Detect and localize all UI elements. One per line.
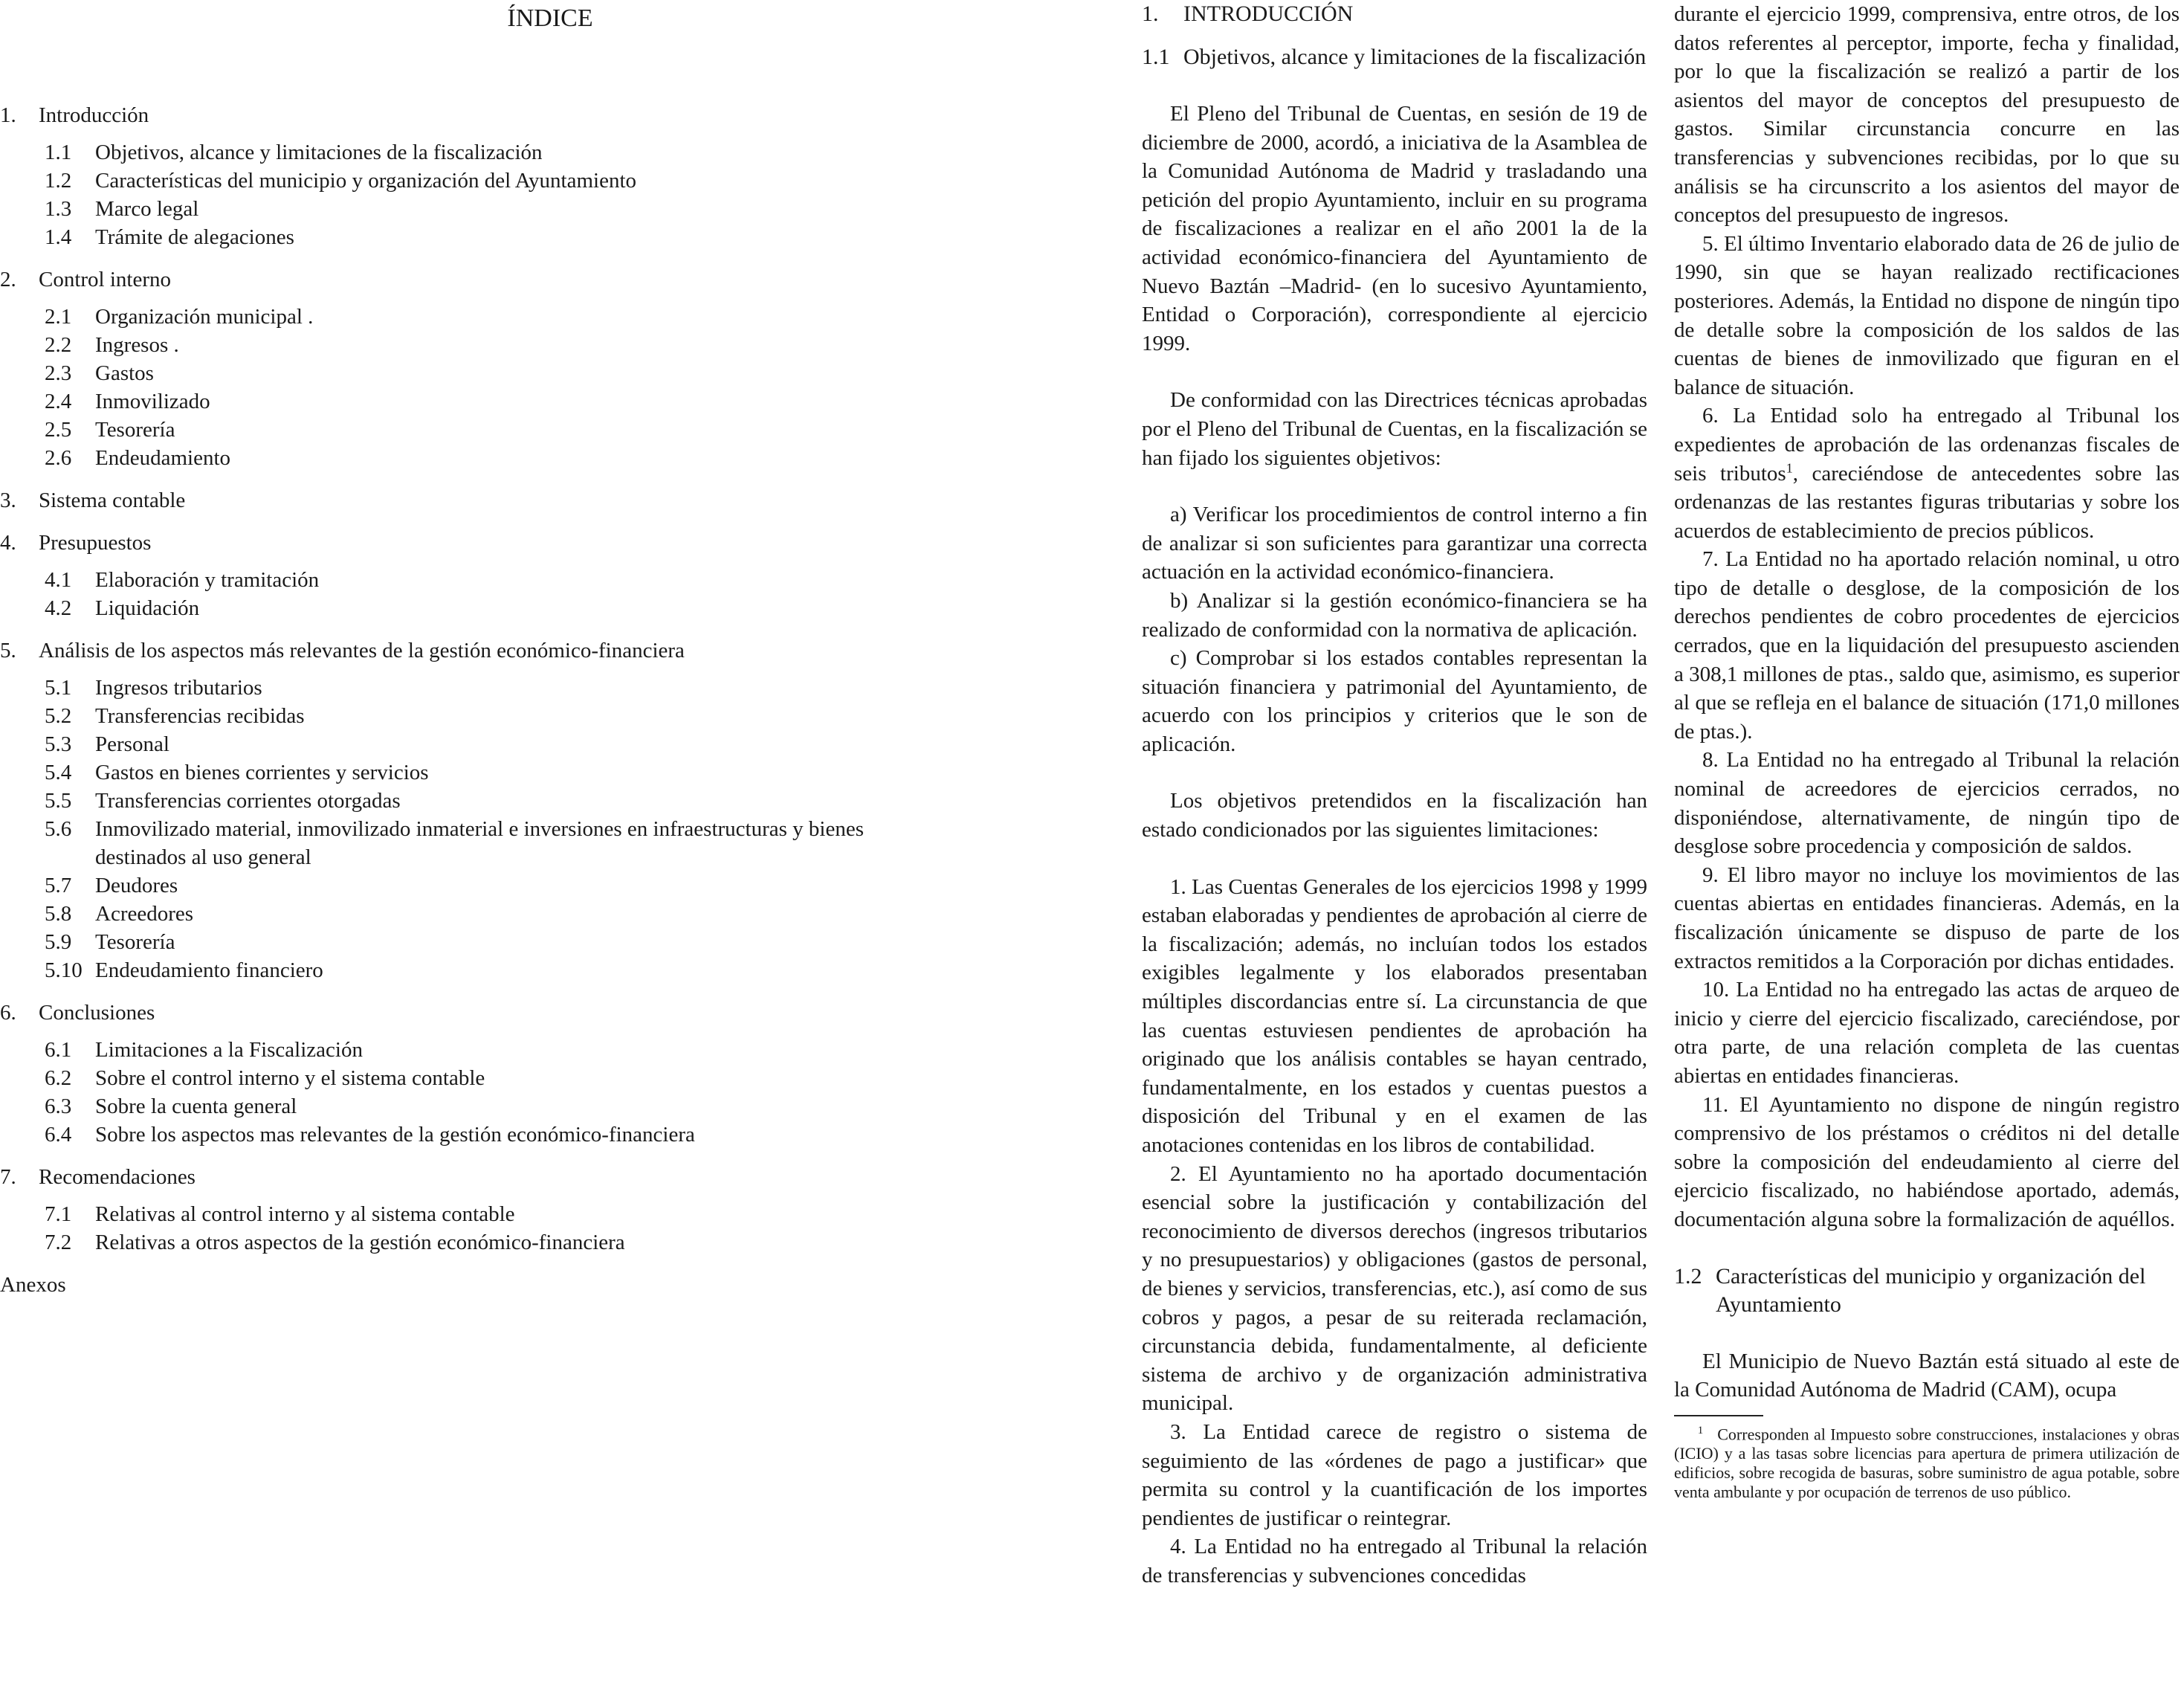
index-entry-text: Marco legal xyxy=(95,197,199,221)
index-entry-number: 4.1 xyxy=(45,568,72,592)
footnote-text: Corresponden al Impuesto sobre construcciones, instalaciones y obras (ICIO) y a las tasas sobre licencias para apertura de primera utilización de edificios, sobre recogida de basuras, sobre suministro de agua potable, sobre venta ambulante y por ocupación de terrenos de uso público. xyxy=(1674,1425,2180,1502)
section-heading-1 xyxy=(1142,0,1647,28)
index-entry-text: Presupuestos xyxy=(39,531,152,555)
index-subsection-entry xyxy=(45,787,401,815)
index-subsection-entry xyxy=(45,702,305,730)
index-entry-number: 5.9 xyxy=(45,930,72,954)
index-subsection-entry xyxy=(45,138,543,167)
footnote-reference: 1 xyxy=(1786,460,1793,475)
index-entry-number: 5.10 xyxy=(45,958,83,982)
limitation-6-text-cont: , careciéndose de antecedentes sobre las ordenanzas de las restantes figuras tributarias y sobre los acuerdos de establecimiento de precios públicos. xyxy=(1674,461,2180,543)
index-subsection-entry xyxy=(45,167,636,195)
objective-b: b) Analizar si la gestión económico-financiera se ha realizado de conformidad con la normativa de aplicación. xyxy=(1142,588,1647,642)
index-entry-text: Organización municipal . xyxy=(95,305,314,329)
limitation-6-text: 6. La Entidad solo ha entregado al Tribunal los expedientes de aprobación de las ordenanzas fiscales de seis tributos xyxy=(1674,404,2180,486)
index-chapter-entry xyxy=(0,1163,196,1191)
subsection-number: 1.2 xyxy=(1674,1263,1702,1289)
index-entry-text: Conclusiones xyxy=(39,1001,155,1025)
index-subsection-entry xyxy=(45,900,193,928)
limitation-7: 7. La Entidad no ha aportado relación nominal, u otro tipo de detalle o desglose, de la composición de los derechos pendientes de cobro procedentes de ejercicios cerrados, que en la liquidación del presupuesto ascienden a 308,1 millones de ptas., saldo que, asimismo, es superior al que se refleja en el balance de situación (171,0 millones de ptas.). xyxy=(1674,547,2180,744)
limitation-4: 4. La Entidad no ha entregado al Tribunal la relación de transferencias y subvenciones concedidas xyxy=(1142,1535,1647,1587)
index-entry-number: 4.2 xyxy=(45,596,72,620)
index-subsection-entry xyxy=(45,815,959,871)
index-entry-number: 5.2 xyxy=(45,704,72,728)
index-entry-number: 7.1 xyxy=(45,1202,72,1226)
index-entry-number: 5.4 xyxy=(45,761,72,784)
index-entry-number: 6.4 xyxy=(45,1123,72,1147)
paragraph: El Pleno del Tribunal de Cuentas, en sesión de 19 de diciembre de 2000, acordó, a iniciativa de la Asamblea de la Comunidad Autónoma de Madrid y trasladando una petición del propio Ayuntamiento, incluir en su programa de fiscalizaciones a realizar en el año 2001 la de la actividad económico-financiera del Ayuntamiento de Nuevo Baztán –Madrid- (en lo sucesivo Ayuntamiento, Entidad o Corporación), correspondiente al ejercicio 1999. xyxy=(1142,102,1647,355)
objective-c: c) Comprobar si los estados contables representan la situación financiera y patrimonial del Ayuntamiento, de acuerdo con los principios y criterios que le son de aplicación. xyxy=(1142,646,1647,756)
index-entry-number: 2.4 xyxy=(45,390,72,413)
index-subsection-entry xyxy=(45,674,262,702)
index-subsection-entry xyxy=(45,1092,297,1121)
limitation-10: 10. La Entidad no ha entregado las actas de arqueo de inicio y cierre del ejercicio fiscalizado, careciéndose, por otra parte, de una relación completa de las cuentas abiertas en entidades financieras. xyxy=(1674,978,2180,1088)
index-entry-text: Relativas a otros aspectos de la gestión económico-financiera xyxy=(95,1231,625,1254)
limitation-3: 3. La Entidad carece de registro o sistema de seguimiento de las «órdenes de pago a justificar» que permita su control y la cuantificación de los importes pendientes de justificar o reintegrar. xyxy=(1142,1419,1647,1530)
index-subsection-entry xyxy=(45,387,210,416)
paragraph: De conformidad con las Directrices técnicas aprobadas por el Pleno del Tribunal de Cuentas, en la fiscalización se han fijado los siguientes objetivos: xyxy=(1142,388,1647,470)
limitation-2: 2. El Ayuntamiento no ha aportado documentación esencial sobre la justificación y contabilización del reconocimiento de diversos derechos (ingresos tributarios y no presupuestarios) y obligaciones (gastos de personal, de bienes y servicios, transferencias, etc.), así como de sus cobros y pagos, a pesar de su reiterada reclamación, circunstancia debida, fundamentalmente, al deficiente sistema de archivo y de organización administrativa municipal. xyxy=(1142,1161,1647,1416)
index-entry-number: 1.1 xyxy=(45,141,72,164)
section-title: INTRODUCCIÓN xyxy=(1183,1,1354,26)
paragraph: Los objetivos pretendidos en la fiscalización han estado condicionados por las siguientes limitaciones: xyxy=(1142,789,1647,842)
text-column-right xyxy=(1674,0,2180,1502)
limitation-8: 8. La Entidad no ha entregado al Tribunal la relación nominal de acreedores de ejercicios cerrados, no disponiéndose, alternativamente, de ningún tipo de desglose sobre procedencia y composición de saldos. xyxy=(1674,748,2180,859)
limitation-6 xyxy=(1674,402,2180,545)
limitation-9: 9. El libro mayor no incluye los movimientos de las cuentas abiertas en entidades financieras. Además, en la fiscalización únicamente se dispuso de parte de los extractos remitidos a la Corporación por dichas entidades. xyxy=(1674,862,2180,973)
index-entry-number: 1.2 xyxy=(45,169,72,193)
index-entry-number: 2.5 xyxy=(45,418,72,442)
index-chapter-entry xyxy=(0,999,155,1027)
index-entry-text: Transferencias corrientes otorgadas xyxy=(95,789,401,813)
subsection-heading-1-2 xyxy=(1674,1263,2180,1319)
index-entry-number: 4. xyxy=(0,531,16,555)
index-entry-text: Características del municipio y organización del Ayuntamiento xyxy=(95,169,637,193)
index-entry-text: Inmovilizado material, inmovilizado inmaterial e inversiones en infraestructuras y bienes destinados al uso general xyxy=(95,817,864,869)
index-entry-text: Transferencias recibidas xyxy=(95,704,305,728)
index-entry-text: Ingresos tributarios xyxy=(95,676,262,700)
index-subsection-entry xyxy=(45,195,198,223)
index-entry-number: 5.1 xyxy=(45,676,72,700)
limitation-1: 1. Las Cuentas Generales de los ejercicios 1998 y 1999 estaban elaboradas y pendientes de aprobación al cierre de la fiscalización; además, no incluían todos los estados exigibles legalmente y los elaborados presentaban múltiples discordancias entre sí. La circunstancia de que las cuentas estuviesen pendientes de aprobación ha originado que los análisis contables se hayan centrado, fundamentalmente, en los estados y cuentas puestos a disposición del Tribunal y en el examen de las anotaciones contenidas en los libros de contabilidad. xyxy=(1142,874,1647,1157)
objective-a: a) Verificar los procedimientos de control interno a fin de analizar si son suficientes para garantizar una correcta actuación en la actividad económico-financiera. xyxy=(1142,503,1647,584)
index-entry-number: 6.1 xyxy=(45,1038,72,1062)
subsection-heading-1-1 xyxy=(1142,43,1647,71)
subsection-number: 1.1 xyxy=(1142,45,1170,69)
index-title: ÍNDICE xyxy=(507,4,593,32)
index-entry-number: 5.3 xyxy=(45,732,72,756)
index-subsection-entry xyxy=(45,1036,363,1064)
footnote-rule xyxy=(1674,1415,1763,1416)
index-entry-number: 3. xyxy=(0,489,16,512)
index-subsection-entry xyxy=(45,359,154,387)
index-entry-number: 1.3 xyxy=(45,197,72,221)
index-entry-number: 6.2 xyxy=(45,1066,72,1090)
index-subsection-entry xyxy=(45,730,169,758)
index-chapter-entry xyxy=(0,1271,66,1299)
index-subsection-entry xyxy=(45,594,199,622)
index-chapter-entry xyxy=(0,265,171,294)
limitation-11: 11. El Ayuntamiento no dispone de ningún registro comprensivo de los préstamos o créditos ni del detalle sobre la composición del endeudamiento al cierre del ejercicio fiscalizado, no habiéndose aportado, además, documentación alguna sobre la formalización de aquéllos. xyxy=(1674,1092,2180,1231)
index-entry-number: 2.2 xyxy=(45,333,72,357)
index-entry-number: 5.6 xyxy=(45,817,72,841)
limitation-5: 5. El último Inventario elaborado data de 26 de julio de 1990, sin que se hayan realizado rectificaciones posteriores. Además, la Entidad no dispone de ningún tipo de detalle sobre la composición de los saldos de las cuentas de bienes de inmovilizado que figuran en el balance de situación. xyxy=(1674,231,2180,399)
footnote-number: 1 xyxy=(1697,1424,1704,1437)
index-subsection-entry xyxy=(45,416,175,444)
index-subsection-entry xyxy=(45,758,429,787)
index-entry-text: Sobre la cuenta general xyxy=(95,1094,297,1118)
index-entry-text: Sistema contable xyxy=(39,489,186,512)
index-entry-number: 2.3 xyxy=(45,361,72,385)
index-entry-text: Tesorería xyxy=(95,418,175,442)
index-entry-number: 5. xyxy=(0,639,16,662)
paragraph: El Municipio de Nuevo Baztán está situado al este de la Comunidad Autónoma de Madrid (CAM), ocupa xyxy=(1674,1349,2180,1402)
index-entry-text: Tesorería xyxy=(95,930,175,954)
index-entry-text: Acreedores xyxy=(95,902,194,926)
index-entry-text: Limitaciones a la Fiscalización xyxy=(95,1038,363,1062)
index-chapter-entry xyxy=(0,636,685,665)
index-entry-text: Inmovilizado xyxy=(95,390,210,413)
index-subsection-entry xyxy=(45,1064,485,1092)
index-entry-text: Personal xyxy=(95,732,169,756)
index-entry-text: Sobre los aspectos mas relevantes de la gestión económico-financiera xyxy=(95,1123,695,1147)
limitation-4-continued: durante el ejercicio 1999, comprensiva, entre otros, de los datos referentes al perceptor, importe, fecha y finalidad, por lo que la fiscalización se realizó a partir de los asientos del mayor de conceptos del presupuesto de gastos. Similar circunstancia concurre en las transferencias y subvenciones recibidas, por lo que su análisis se ha circunscrito a los asientos del mayor de conceptos del presupuesto de ingresos. xyxy=(1674,2,2180,228)
index-entry-text: Deudores xyxy=(95,874,178,897)
index-entry-number: 6. xyxy=(0,1001,16,1025)
index-subsection-entry xyxy=(45,331,179,359)
text-column-middle xyxy=(1142,0,1647,1590)
index-entry-text: Objetivos, alcance y limitaciones de la fiscalización xyxy=(95,141,543,164)
index-subsection-entry xyxy=(45,1228,625,1257)
index-entry-text: Ingresos . xyxy=(95,333,179,357)
index-entry-number: 1.4 xyxy=(45,225,72,249)
index-entry-number: 7. xyxy=(0,1165,16,1189)
index-entry-text: Gastos en bienes corrientes y servicios xyxy=(95,761,429,784)
index-entry-number: 2.1 xyxy=(45,305,72,329)
subsection-title: Características del municipio y organización del Ayuntamiento xyxy=(1716,1263,2146,1317)
index-subsection-entry xyxy=(45,303,313,331)
index-entry-number: 5.7 xyxy=(45,874,72,897)
index-chapter-entry xyxy=(0,529,151,557)
index-subsection-entry xyxy=(45,928,175,956)
index-subsection-entry xyxy=(45,1200,515,1228)
subsection-title: Objetivos, alcance y limitaciones de la fiscalización xyxy=(1183,45,1647,69)
index-entry-text: Elaboración y tramitación xyxy=(95,568,320,592)
index-subsection-entry xyxy=(45,444,230,472)
index-subsection-entry xyxy=(45,223,294,251)
index-entry-number: 2. xyxy=(0,268,16,291)
index-entry-text: Introducción xyxy=(39,103,149,127)
index-entry-text: Endeudamiento xyxy=(95,446,231,470)
index-chapter-entry xyxy=(0,101,149,129)
index-entry-text: Relativas al control interno y al sistema contable xyxy=(95,1202,515,1226)
index-entry-number: 1. xyxy=(0,103,16,127)
index-entry-text: Gastos xyxy=(95,361,154,385)
index-chapter-entry xyxy=(0,486,185,515)
index-entry-number: 2.6 xyxy=(45,446,72,470)
index-subsection-entry xyxy=(45,566,319,594)
index-entry-text: Control interno xyxy=(39,268,172,291)
index-entry-text: Análisis de los aspectos más relevantes de la gestión económico-financiera xyxy=(39,639,685,662)
index-entry-number: 7.2 xyxy=(45,1231,72,1254)
index-entry-text: Sobre el control interno y el sistema contable xyxy=(95,1066,485,1090)
index-entry-number: 6.3 xyxy=(45,1094,72,1118)
index-entry-text: Trámite de alegaciones xyxy=(95,225,294,249)
section-number: 1. xyxy=(1142,1,1159,26)
index-entry-number: 5.8 xyxy=(45,902,72,926)
index-entry-text: Anexos xyxy=(0,1273,66,1297)
index-entry-text: Endeudamiento financiero xyxy=(95,958,323,982)
index-subsection-entry xyxy=(45,956,323,984)
footnote xyxy=(1674,1421,2180,1502)
index-subsection-entry xyxy=(45,871,178,900)
index-entry-text: Recomendaciones xyxy=(39,1165,196,1189)
index-entry-number: 5.5 xyxy=(45,789,72,813)
index-entry-text: Liquidación xyxy=(95,596,200,620)
index-subsection-entry xyxy=(45,1121,695,1149)
